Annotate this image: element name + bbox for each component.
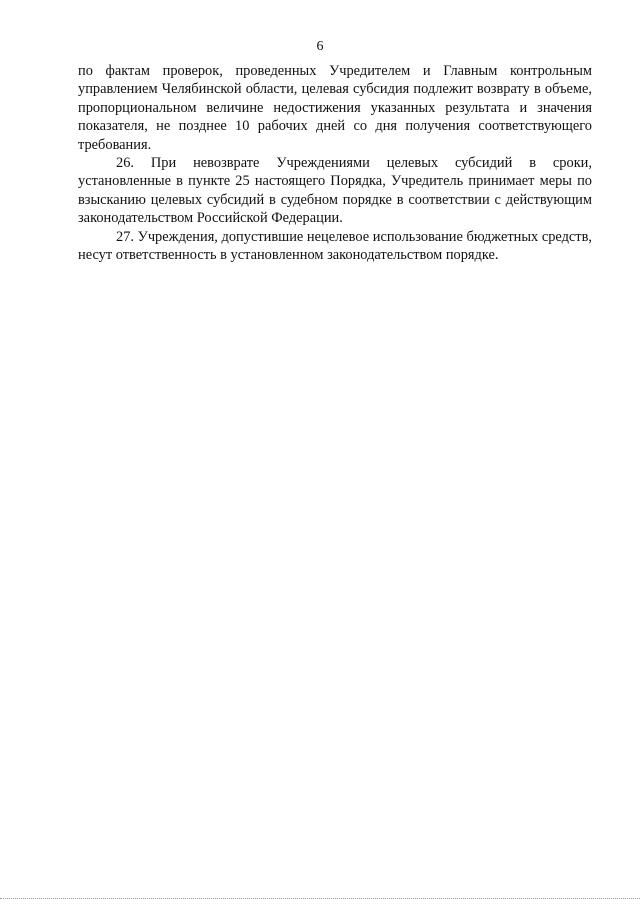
scan-edge-line [0, 898, 640, 899]
document-body [78, 62, 592, 264]
page-number: 6 [316, 39, 324, 54]
paragraph-continuation: по фактам проверок, проведенных Учредителем и Главным контрольным управлением Челябинской области, целевая субсидия подлежит возврату в объеме, пропорциональном величине недостижения указанных результата и значения показателя, не позднее 10 рабочих дней со дня получения соответствующего требования. [78, 63, 592, 153]
paragraph-27: 27. Учреждения, допустившие нецелевое использование бюджетных средств, несут ответственность в установленном законодательством порядке. [78, 228, 592, 264]
paragraph-26: 26. При невозврате Учреждениями целевых субсидий в сроки, установленные в пункте 25 настоящего Порядка, Учредитель принимает меры по взысканию целевых субсидий в судебном порядке в соответствии с действующим законодательством Российской Федерации. [78, 155, 592, 227]
